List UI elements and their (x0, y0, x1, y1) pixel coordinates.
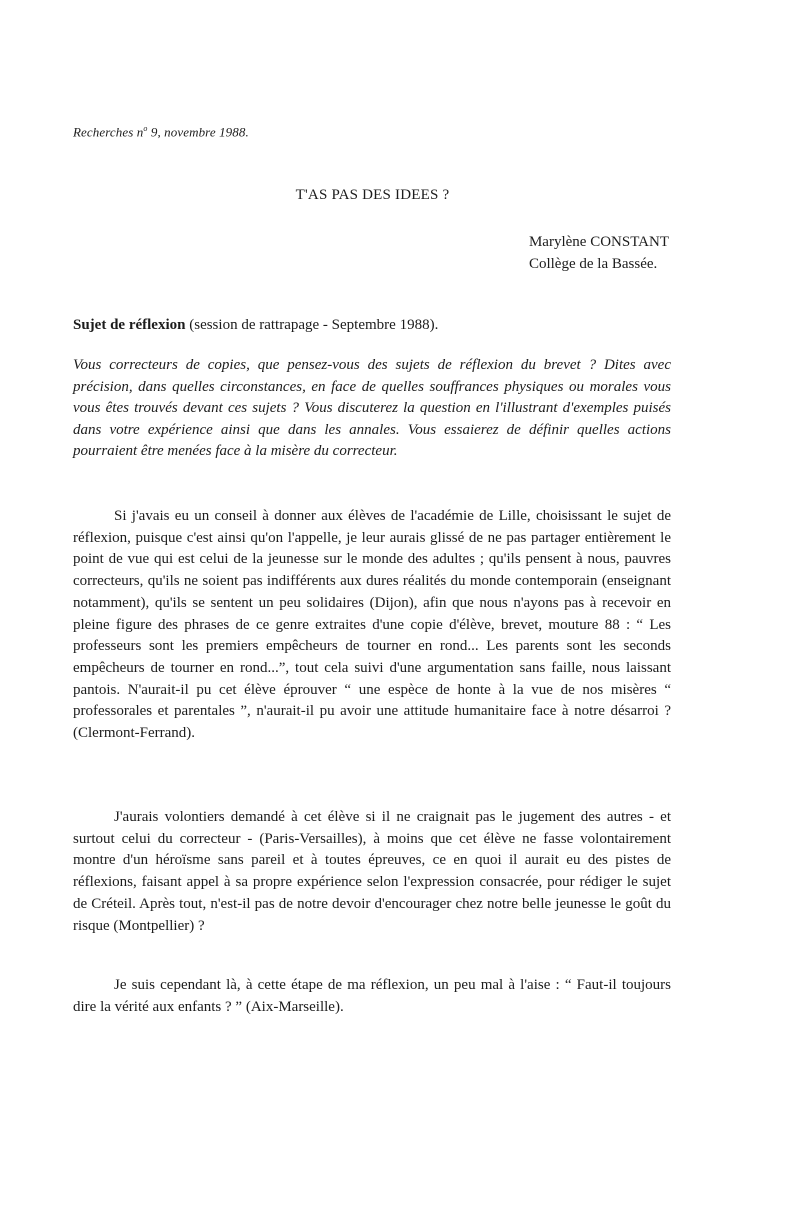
author-block (529, 231, 669, 275)
header-prefix: Recherches n (73, 124, 144, 140)
body-paragraph: J'aurais volontiers demandé à cet élève si il ne craignait pas le jugement des autres - et surtout celui du correcteur - (Paris-Versailles), à moins que cet élève ne fasse volontairement montre d'un héroïsme sans pareil et à toutes épreuves, ce en quoi il aurait eu des pistes de réflexions, faisant appel à sa propre expérience selon l'expression consacrée, pour rédiger le sujet de Créteil. Après tout, n'est-il pas de notre devoir d'encourager chez notre belle jeunesse le goût du risque (Montpellier) ? (73, 809, 671, 934)
journal-header (73, 124, 249, 140)
author-affiliation: Collège de la Bassée. (528, 256, 658, 272)
body-paragraph: Je suis cependant là, à cette étape de ma réflexion, un peu mal à l'aise : “ Faut-il toujours dire la vérité aux enfants ? ” (Aix-Marseille). (73, 977, 671, 1015)
body-paragraph: Si j'avais eu un conseil à donner aux élèves de l'académie de Lille, choisissant le sujet de réflexion, puisque c'est ainsi qu'on l'appelle, je leur aurais glissé de ne pas partager entièrement le point de vue qui est celui de la jeunesse sur le monde des adultes ; qu'ils pensent à nous, pauvres correcteurs, qu'ils ne soient pas indifférents aux dures réalités du monde contemporain (enseignant notamment), qu'ils se sentent un peu solidaires (Dijon), afin que nous n'ayons pas à recevoir en pleine figure des phrases de ce genre extraites d'une copie d'élève, brevet, mouture 88 : “ Les professeurs sont les premiers empêcheurs de tourner en rond... Les parents sont les seconds empêcheurs de tourner en rond...”, tout cela suivi d'une argumentation sans faille, nous laissant pantois. N'aurait-il pu cet élève éprouver “ une espèce de honte à la vue de nos misères “ professorales et parentales ”, n'aurait-il pu avoir une attitude humanitaire face à notre désarroi ? (Clermont-Ferrand). (73, 508, 671, 742)
header-superscript: o (143, 124, 148, 133)
subject-session: (session de rattrapage - Septembre 1988). (185, 317, 439, 333)
subject-label: Sujet de réflexion (73, 317, 186, 333)
article-title: T'AS PAS DES IDEES ? (295, 187, 450, 203)
author-name: Marylène CONSTANT (528, 234, 669, 250)
header-suffix: 9, novembre 1988. (147, 124, 249, 140)
subject-prompt: Vous correcteurs de copies, que pensez-vous des sujets de réflexion du brevet ? Dites avec précision, dans quelles circonstances, en face de quelles souffrances physiques ou morales vous vous êtes trouvés devant ces sujets ? Vous discuterez la question en l'illustrant d'exemples puisés dans votre expérience ainsi que dans les annales. Vous essaierez de définir quelles actions pourraient être menées face à la misère du correcteur. (73, 357, 671, 459)
subject-line (73, 317, 438, 334)
